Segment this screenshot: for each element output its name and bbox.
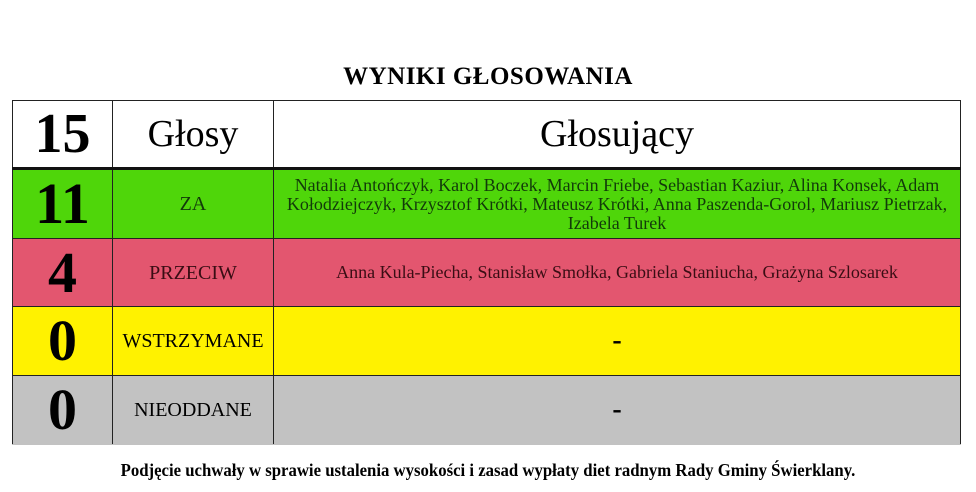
vote-label-wstrzymane: WSTRZYMANE: [122, 330, 264, 352]
vote-label-nieoddane: NIEODDANE: [134, 399, 252, 421]
table-row-nieoddane: [13, 376, 961, 445]
vote-count-nieoddane: 0: [48, 377, 77, 442]
voting-results-table: [12, 100, 961, 445]
table-row-przeciw: [13, 239, 961, 307]
voters-cell: [274, 376, 961, 445]
vote-count-wstrzymane: 0: [48, 308, 77, 373]
vote-count-za: 11: [35, 171, 90, 236]
label-cell: [113, 239, 274, 307]
voters-list-za: Natalia Antończyk, Karol Boczek, Marcin Friebe, Sebastian Kaziur, Alina Konsek, Adam Kołodziejczyk, Krzysztof Krótki, Mateusz Krótki, Anna Paszenda-Gorol, Mariusz Pietrzak, Izabela Turek: [274, 169, 961, 239]
voters-list-wstrzymane: -: [612, 325, 622, 356]
voters-cell: [274, 307, 961, 376]
resolution-subject: Podjęcie uchwały w sprawie ustalenia wysokości i zasad wypłaty diet radnym Rady Gminy Świerklany.: [120, 460, 856, 480]
page-title: WYNIKI GŁOSOWANIA: [343, 63, 633, 90]
voters-header-label: Głosujący: [539, 113, 695, 155]
votes-header-label: Głosy: [147, 113, 239, 155]
total-votes-value: 15: [34, 103, 91, 165]
table-row-za: [13, 169, 961, 239]
votes-column-header: [113, 101, 274, 169]
count-cell: [13, 239, 113, 307]
label-cell: [113, 376, 274, 445]
label-cell: [113, 169, 274, 239]
count-cell: [13, 307, 113, 376]
label-cell: [113, 307, 274, 376]
vote-label-za: ZA: [179, 193, 207, 215]
voters-column-header: [274, 101, 961, 169]
count-cell: [13, 169, 113, 239]
total-votes-count: [13, 101, 113, 169]
table-header-row: [13, 101, 961, 169]
voters-list-nieoddane: -: [612, 394, 622, 425]
vote-label-przeciw: PRZECIW: [149, 261, 237, 284]
count-cell: [13, 376, 113, 445]
table-row-wstrzymane: [13, 307, 961, 376]
vote-count-przeciw: 4: [48, 239, 77, 305]
voters-list-przeciw: Anna Kula-Piecha, Stanisław Smołka, Gabriela Staniucha, Grażyna Szlosarek: [274, 239, 961, 307]
